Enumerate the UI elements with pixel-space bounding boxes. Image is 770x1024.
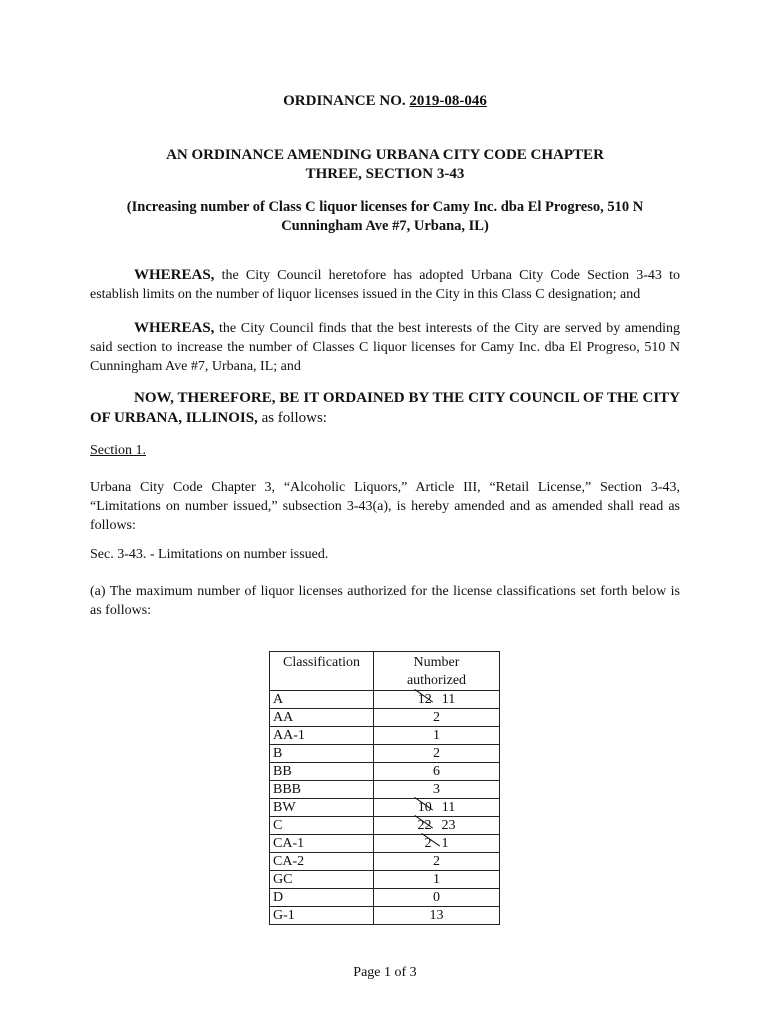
authorized-number: 23 [441,818,456,833]
struck-old-number: 22 [417,818,432,833]
whereas-lead: WHEREAS, [134,267,215,283]
number-cell [374,709,500,727]
number-cell [374,907,500,925]
authorized-number: 2 [433,746,440,761]
classification-cell: AA-1 [270,727,374,745]
authorized-number: 1 [433,872,440,887]
authorized-number: 2 [433,854,440,869]
classification-cell: BW [270,799,374,817]
table-row [270,709,500,727]
struck-old-number: 12 [417,692,432,707]
title-line-2: THREE, SECTION 3-43 [305,166,465,182]
ordinance-prefix: ORDINANCE NO. [283,93,406,109]
number-cell [374,817,500,835]
classification-cell: B [270,745,374,763]
title-line-1: AN ORDINANCE AMENDING URBANA CITY CODE CHAPTER [166,147,604,163]
authorized-number: 11 [441,692,456,707]
ordained-paragraph [90,388,680,428]
license-table [269,651,500,925]
column-header-number-line2: authorized [406,673,467,688]
ordinance-number: 2019-08-046 [409,93,487,109]
number-cell [374,799,500,817]
section-heading: Section 1. [90,443,146,458]
classification-cell: CA-1 [270,835,374,853]
table-row [270,763,500,781]
struck-old-number: 10 [417,800,432,815]
authorized-number: 2 [433,710,440,725]
authorized-number: 0 [433,890,440,905]
classification-cell: CA-2 [270,853,374,871]
table-header-row [270,652,500,691]
table-row [270,853,500,871]
whereas-text: the City Council heretofore has adopted Urbana City Code Section 3-43 to establish limits on the number of liquor licenses issued in the City in this Class C designation; and [90,268,680,302]
classification-cell: BB [270,763,374,781]
ordained-text: as follows: [257,410,327,426]
table-row [270,835,500,853]
column-header-number [374,652,500,691]
ordinance-subtitle [0,198,770,236]
table-row [270,727,500,745]
subtitle-line-2: Cunningham Ave #7, Urbana, IL) [281,218,489,234]
classification-cell: GC [270,871,374,889]
authorized-number: 11 [441,800,456,815]
license-table-body [270,691,500,925]
number-cell [374,727,500,745]
ordinance-number-heading [0,93,770,110]
struck-old-number: 2 [424,836,432,851]
table-row [270,745,500,763]
subsection-a: (a) The maximum number of liquor licenses authorized for the license classifications set forth below is as follows: [90,584,680,618]
authorized-number: 3 [433,782,440,797]
column-header-number-line1: Number [413,655,460,670]
table-row [270,907,500,925]
number-cell [374,781,500,799]
column-header-classification: Classification [270,652,374,691]
whereas-text: the City Council finds that the best interests of the City are served by amending said section to increase the number of Classes C liquor licenses for Camy Inc. dba El Progreso, 510 N Cunningham Ave #7, Urbana, IL; and [90,321,680,374]
table-row [270,871,500,889]
ordained-clause: NOW, THEREFORE, BE IT ORDAINED BY THE CITY COUNCIL OF THE CITY OF URBANA, ILLINOIS, [90,390,680,426]
classification-cell: D [270,889,374,907]
classification-cell: G-1 [270,907,374,925]
table-row [270,781,500,799]
whereas-paragraph-1 [90,266,680,304]
number-cell [374,745,500,763]
authorized-number: 6 [433,764,440,779]
number-cell [374,871,500,889]
sec-title: Sec. 3-43. - Limitations on number issued. [90,547,329,562]
number-cell [374,889,500,907]
whereas-paragraph-2 [90,319,680,376]
classification-cell: C [270,817,374,835]
classification-cell: AA [270,709,374,727]
table-row [270,799,500,817]
subtitle-line-1: (Increasing number of Class C liquor licenses for Camy Inc. dba El Progreso, 510 N [126,199,644,215]
number-cell [374,763,500,781]
number-cell [374,853,500,871]
classification-cell: A [270,691,374,709]
number-cell [374,835,500,853]
table-row [270,889,500,907]
authorized-number: 1 [433,728,440,743]
authorized-number: 1 [441,836,449,851]
table-row [270,691,500,709]
section-paragraph: Urbana City Code Chapter 3, “Alcoholic Liquors,” Article III, “Retail License,” Section 3-43, “Limitations on number issued,” subsection 3-43(a), is hereby amended and as amended shall read as follows: [90,480,680,533]
number-cell [374,691,500,709]
ordinance-title [0,146,770,184]
whereas-lead: WHEREAS, [134,320,215,336]
classification-cell: BBB [270,781,374,799]
table-row [270,817,500,835]
page-number: Page 1 of 3 [353,965,417,980]
authorized-number: 13 [429,908,444,923]
